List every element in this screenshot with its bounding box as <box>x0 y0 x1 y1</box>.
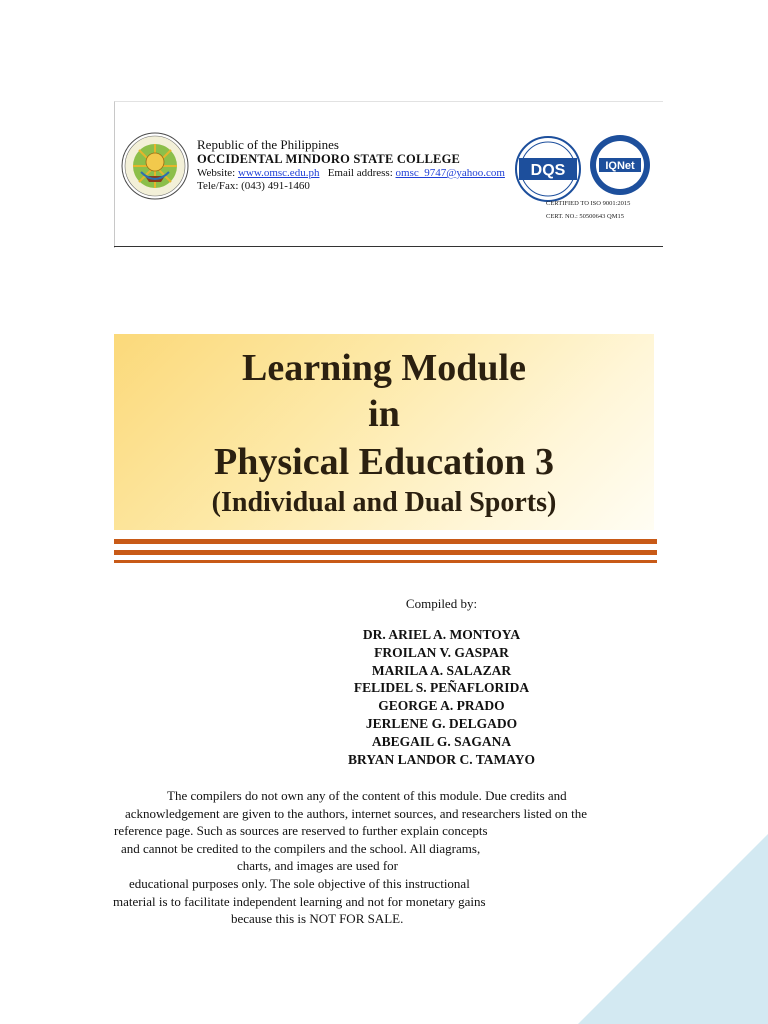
disclaimer-line: because this is NOT FOR SALE. <box>231 911 404 927</box>
disclaimer-line: reference page. Such as sources are reserved to further explain concepts <box>114 823 488 839</box>
author-list <box>0 626 768 768</box>
telefax-line: Tele/Fax: (043) 491-1460 <box>197 180 310 192</box>
banner-stripe-middle <box>114 550 657 555</box>
author-name: FELIDEL S. PEÑAFLORIDA <box>353 680 530 696</box>
college-name: OCCIDENTAL MINDORO STATE COLLEGE <box>197 152 461 166</box>
svg-text:DQS: DQS <box>530 162 566 179</box>
author-name: GEORGE A. PRADO <box>378 698 505 714</box>
disclaimer-line: acknowledgement are given to the authors, internet sources, and researchers listed on the <box>125 805 588 821</box>
college-seal-icon <box>121 132 189 200</box>
email-label: Email address: <box>327 167 396 179</box>
cert-iso-line: CERTIFIED TO ISO 9001:2015 <box>546 200 631 207</box>
title-line-3: Physical Education 3 <box>214 441 554 483</box>
author-name: FROILAN V. GASPAR <box>374 644 509 660</box>
disclaimer-line: charts, and images are used for <box>237 858 398 874</box>
banner-stripe-bottom <box>114 560 657 563</box>
disclaimer-line: material is to facilitate independent learning and not for monetary gains <box>113 893 486 909</box>
title-line-1: Learning Module <box>242 347 526 389</box>
disclaimer-line: educational purposes only. The sole objective of this instructional <box>129 875 470 891</box>
author-name: MARILA A. SALAZAR <box>371 662 512 678</box>
letterhead-divider <box>114 246 663 247</box>
disclaimer-line: The compilers do not own any of the content of this module. Due credits and <box>167 788 567 803</box>
author-name: DR. ARIEL A. MONTOYA <box>362 627 521 642</box>
website-label: Website: <box>197 167 238 179</box>
author-name: ABEGAIL G. SAGANA <box>371 733 512 749</box>
compiled-by-label: Compiled by: <box>405 596 478 611</box>
cert-number-line: CERT. NO.: 50500643 QM15 <box>546 213 625 220</box>
disclaimer-line: and cannot be credited to the compilers and the school. All diagrams, <box>121 840 481 856</box>
author-name: BRYAN LANDOR C. TAMAYO <box>347 751 536 767</box>
email-link[interactable]: omsc_9747@yahoo.com <box>395 167 505 179</box>
svg-text:IQNet: IQNet <box>605 160 635 172</box>
letterhead-text <box>197 137 505 193</box>
title-line-2: in <box>368 393 400 435</box>
republic-line: Republic of the Philippines <box>197 137 339 152</box>
title-banner <box>114 334 654 530</box>
dqs-certification-logo-icon <box>513 136 583 202</box>
banner-stripe-top <box>114 539 657 544</box>
subtitle-line: (Individual and Dual Sports) <box>211 487 557 518</box>
disclaimer-paragraph <box>110 787 670 928</box>
author-name: JERLENE G. DELGADO <box>365 715 518 731</box>
iqnet-certification-logo-icon <box>589 134 651 196</box>
contact-row <box>197 167 505 180</box>
website-link[interactable]: www.omsc.edu.ph <box>237 167 320 179</box>
